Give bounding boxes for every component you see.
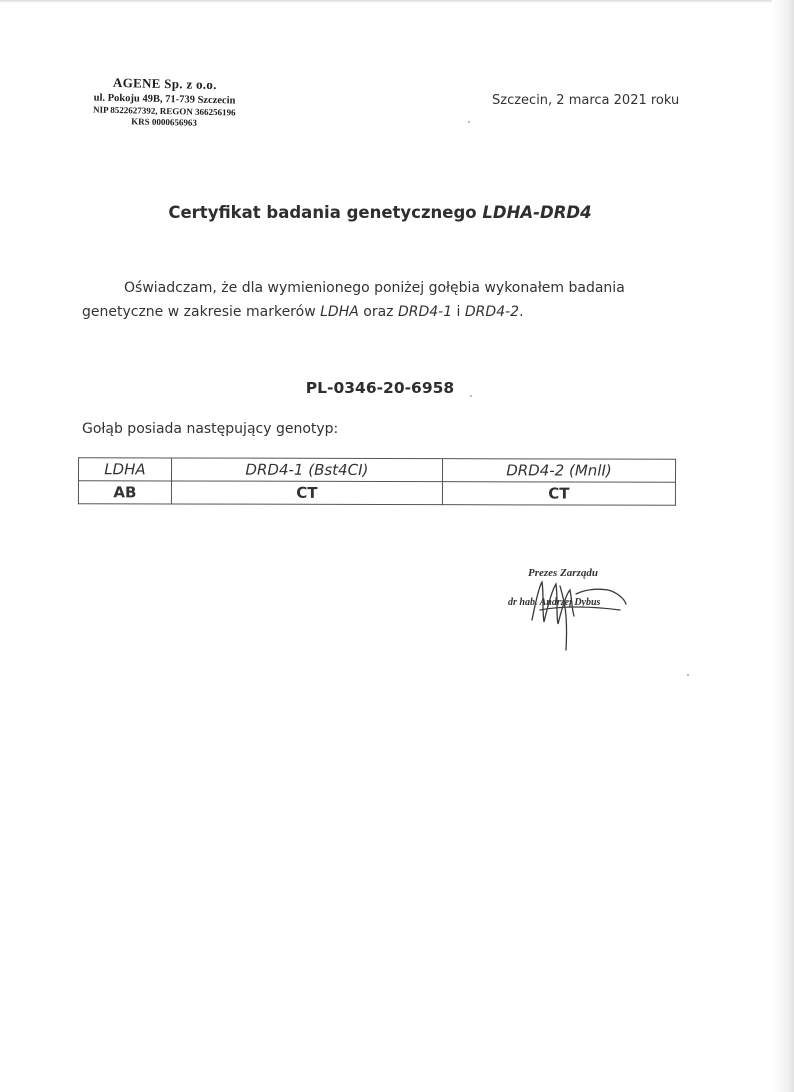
title-prefix: Certyfikat badania genetycznego (168, 203, 483, 222)
title-markers: LDHA-DRD4 (482, 203, 592, 222)
genotype-value-row (78, 481, 675, 506)
header-drd4-2: DRD4-2 (MnlI) (442, 459, 675, 483)
value-drd4-2: CT (442, 482, 675, 506)
statement-part1: Oświadczam, że dla wymienionego poniżej gołębia wykonałem badania genetyczne w zakresie markerów (82, 280, 625, 320)
genotype-table (78, 457, 676, 506)
stamp-address: ul. Pokoju 49B, 71-739 Szczecin (93, 92, 236, 107)
genotype-header-row (79, 458, 676, 483)
scan-speck (687, 674, 689, 676)
scan-speck (468, 121, 470, 123)
signature-block (500, 560, 650, 660)
statement-marker-drd4-2: DRD4-2 (464, 304, 520, 320)
scan-edge-top (0, 0, 794, 3)
statement-part4: . (519, 304, 524, 320)
place-date: Szczecin, 2 marca 2021 roku (492, 93, 680, 108)
genotype-label: Gołąb posiada następujący genotyp: (82, 421, 339, 437)
scan-speck (470, 395, 472, 397)
stamp-krs: KRS 0000656963 (131, 116, 198, 128)
scan-edge-right (772, 0, 794, 1092)
signature-stamp-and-handwriting (500, 560, 650, 660)
stamp-ids: NIP 8522627392, REGON 366256196 (92, 104, 236, 118)
statement-marker-ldha: LDHA (320, 304, 359, 320)
statement-marker-drd4-1: DRD4-1 (397, 304, 453, 320)
stamp-company-name: AGENE Sp. z o.o. (112, 74, 217, 93)
header-drd4-1: DRD4-1 (Bst4CI) (171, 458, 442, 482)
statement-paragraph (82, 276, 682, 324)
signature-name: dr hab. Andrzej Dybus (508, 597, 601, 608)
signature-role: Prezes Zarządu (528, 567, 598, 579)
statement-part2: oraz (358, 304, 398, 320)
statement-part3: i (452, 304, 465, 320)
document-title (0, 203, 760, 222)
value-drd4-1: CT (171, 481, 442, 505)
header-ldha: LDHA (79, 458, 172, 481)
company-stamp (61, 74, 267, 129)
ring-number: PL-0346-20-6958 (305, 379, 455, 397)
value-ldha: AB (78, 481, 171, 504)
